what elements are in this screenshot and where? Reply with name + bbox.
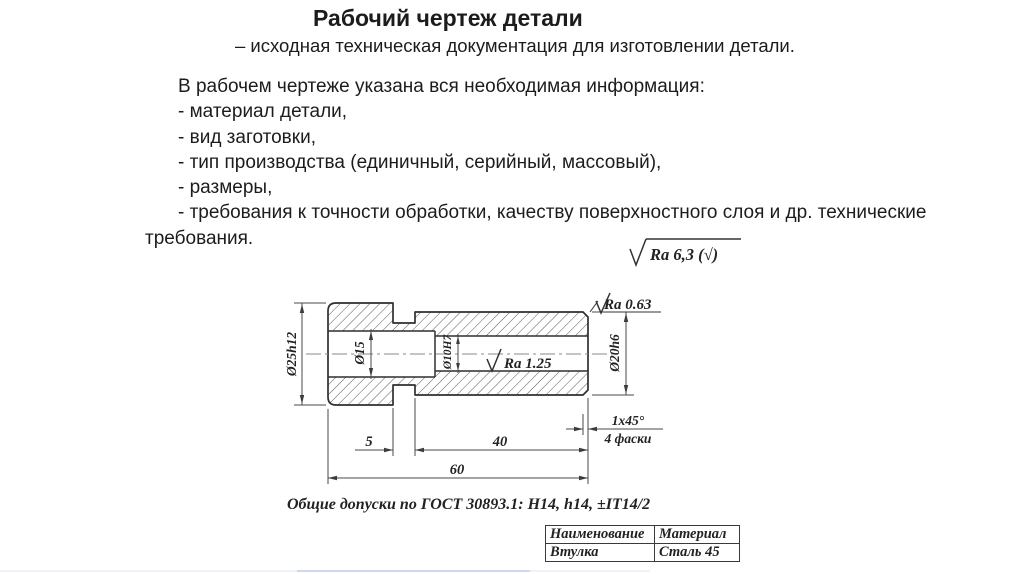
dim-len60-label: 60 [449, 462, 465, 478]
page-title: Рабочий чертеж детали [313, 5, 583, 31]
roughness-general-label: Ra 6,3 (√) [650, 245, 719, 264]
dim-d15-label: Ø15 [352, 341, 367, 365]
chamfer-label: 1x45° [611, 413, 645, 428]
bullet-dimensions: - размеры, [178, 177, 273, 199]
bullet-production-type: - тип производства (единичный, серийный, массовый), [178, 151, 662, 173]
intro-line: В рабочем чертеже указана вся необходимая информация: [178, 76, 705, 97]
general-tolerances-note: Общие допуски по ГОСТ 30893.1: H14, h14, ±IT14/2 [287, 496, 651, 513]
title-block-header-row [546, 526, 740, 544]
dim-d20-label: Ø20h6 [607, 334, 622, 372]
roughness-bore-label: Ra 1.25 [504, 356, 552, 372]
body-text [145, 74, 935, 251]
dim-d10-label: Ø10H7 [442, 334, 454, 370]
title-block-header-name: Наименование [546, 526, 655, 544]
bullet-blank-type: - вид заготовки, [178, 126, 316, 148]
title-block-part-name: Втулка [546, 544, 655, 562]
bottom-edge-blue-line [297, 570, 530, 572]
dim-len40-label: 40 [492, 434, 508, 450]
bullet-material: - материал детали, [178, 101, 348, 123]
dim-d25-label: Ø25h12 [284, 331, 299, 377]
bullet-requirements: - требования к точности обработки, качеству поверхностного слоя и др. технические требования. [145, 202, 927, 249]
title-block-table [545, 525, 740, 562]
roughness-tick-bore [487, 349, 501, 371]
title-block-header-material: Материал [655, 526, 740, 544]
title-block-material-value: Сталь 45 [655, 544, 740, 562]
chamfer-note-label: 4 фаски [604, 431, 652, 446]
roughness-outer-label: Ra 0.63 [604, 297, 652, 313]
technical-drawing [270, 230, 750, 495]
dim-len5-label: 5 [365, 434, 373, 450]
title-block-data-row [546, 544, 740, 562]
page-subtitle: – исходная техническая документация для изготовлении детали. [235, 35, 795, 56]
roughness-tick-general [630, 239, 646, 265]
